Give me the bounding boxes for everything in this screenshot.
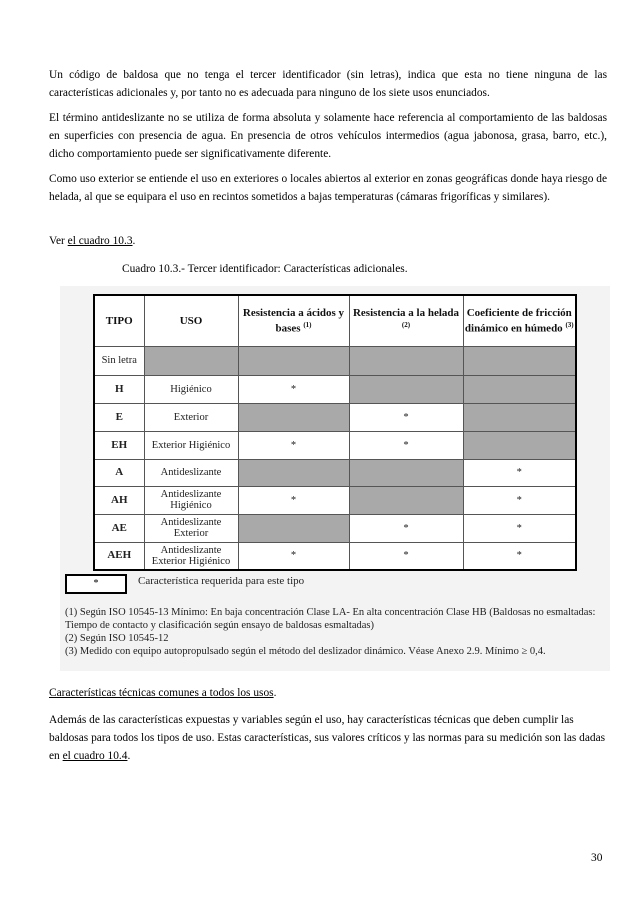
cell-acidos: * [238, 431, 349, 459]
cell-acidos [238, 346, 349, 375]
legend-symbol-box: * [65, 574, 127, 594]
cell-uso: Antideslizante [144, 459, 238, 486]
table-row [94, 346, 576, 375]
table-header-row [94, 295, 576, 346]
note-3: (3) Medido con equipo autopropulsado según el método del deslizador dinámico. Véase Anexo 2.9. Mínimo ≥ 0,4. [65, 646, 546, 657]
cell-uso: Antideslizante Exterior [144, 514, 238, 542]
cell-uso: Exterior [144, 403, 238, 431]
cell-uso: Antideslizante Exterior Higiénico [144, 542, 238, 570]
header-uso: USO [144, 295, 238, 346]
paragraph-5-text: Además de las características expuestas y variables según el uso, hay características técnicas que deben cumplir las baldosas para todos los tipos de uso. Estas características, sus valores críticos y las normas para su medición son las dadas en [49, 714, 606, 762]
table-row [94, 375, 576, 403]
section-heading-suffix: . [273, 687, 277, 699]
see-prefix: Ver [49, 235, 68, 247]
cell-friccion [463, 346, 576, 375]
cell-helada: * [349, 514, 463, 542]
cell-helada [349, 375, 463, 403]
cell-friccion: * [463, 514, 576, 542]
cell-helada [349, 486, 463, 514]
cell-tipo: AH [94, 486, 144, 514]
cell-friccion: * [463, 486, 576, 514]
cell-helada: * [349, 403, 463, 431]
link-cuadro-10-4[interactable]: el cuadro 10.4 [62, 750, 128, 762]
cell-uso: Antideslizante Higiénico [144, 486, 238, 514]
paragraph-caracteristicas-comunes [49, 711, 607, 765]
table-notes [65, 606, 605, 658]
cell-acidos: * [238, 542, 349, 570]
cell-tipo: AEH [94, 542, 144, 570]
cell-acidos [238, 514, 349, 542]
section-heading: Características técnicas comunes a todos los usos [49, 687, 274, 699]
cell-acidos [238, 403, 349, 431]
link-cuadro-10-3[interactable]: el cuadro 10.3 [67, 235, 133, 247]
cell-tipo: A [94, 459, 144, 486]
section-heading-line [49, 684, 607, 702]
table-figure [60, 286, 610, 671]
cell-acidos [238, 459, 349, 486]
cell-tipo: E [94, 403, 144, 431]
cell-helada [349, 346, 463, 375]
cell-friccion [463, 403, 576, 431]
see-table-line [49, 232, 607, 250]
table-row [94, 459, 576, 486]
cell-tipo: EH [94, 431, 144, 459]
paragraph-5-suffix: . [127, 750, 131, 762]
cell-friccion: * [463, 542, 576, 570]
header-resistencia-helada: Resistencia a la helada $^{(2)}$ [349, 295, 463, 346]
cell-uso: Higiénico [144, 375, 238, 403]
table-row [94, 514, 576, 542]
see-suffix: . [132, 235, 136, 247]
paragraph-uso-exterior: Como uso exterior se entiende el uso en exteriores o locales abiertos al exterior en zonas geográficas donde haya riesgo de helada, al que se equipara el uso en recintos sometidos a bajas temperaturas (cámaras frigoríficas y similares). [49, 173, 607, 203]
cell-acidos: * [238, 375, 349, 403]
cell-helada [349, 459, 463, 486]
cell-acidos: * [238, 486, 349, 514]
table-row [94, 431, 576, 459]
page-number: 30 [591, 852, 603, 864]
legend-text: Característica requerida para este tipo [138, 575, 305, 587]
cell-helada: * [349, 431, 463, 459]
header-tipo: TIPO [94, 295, 144, 346]
paragraph-sin-letras: Un código de baldosa que no tenga el tercer identificador (sin letras), indica que esta no tiene ninguna de las características adicionales y, por tanto no es adecuada para ninguno de los siete usos enunciados. [49, 69, 607, 99]
cell-tipo: AE [94, 514, 144, 542]
cell-helada: * [349, 542, 463, 570]
cell-uso [144, 346, 238, 375]
table-row [94, 403, 576, 431]
paragraph-antideslizante: El término antideslizante no se utiliza de forma absoluta y solamente hace referencia al comportamiento de las baldosas en superficies con presencia de agua. En presencia de otros vehículos intermedios (agua jabonosa, grasa, barro, etc.), dicho comportamiento puede ser significativamente diferente. [49, 112, 607, 160]
cell-tipo: H [94, 375, 144, 403]
note-2: (2) Según ISO 10545-12 [65, 633, 169, 644]
table-caption: Cuadro 10.3.- Tercer identificador: Características adicionales. [122, 263, 408, 275]
table-row [94, 542, 576, 570]
header-resistencia-acidos: Resistencia a ácidos y bases $^{(1)}$ [238, 295, 349, 346]
table-row [94, 486, 576, 514]
note-1: (1) Según ISO 10545-13 Mínimo: En baja concentración Clase LA- En alta concentración Clase HB (Baldosas no esmaltadas: Tiempo de contacto y clasificación según ensayo de baldosas esmaltadas) [65, 607, 596, 631]
cell-friccion: * [463, 459, 576, 486]
cell-friccion [463, 431, 576, 459]
cell-friccion [463, 375, 576, 403]
cell-uso: Exterior Higiénico [144, 431, 238, 459]
additional-characteristics-table [93, 294, 577, 571]
header-coeficiente-friccion: Coeficiente de fricción dinámico en húmedo $^{(3)}$ [463, 295, 576, 346]
cell-tipo: Sin letra [94, 346, 144, 375]
